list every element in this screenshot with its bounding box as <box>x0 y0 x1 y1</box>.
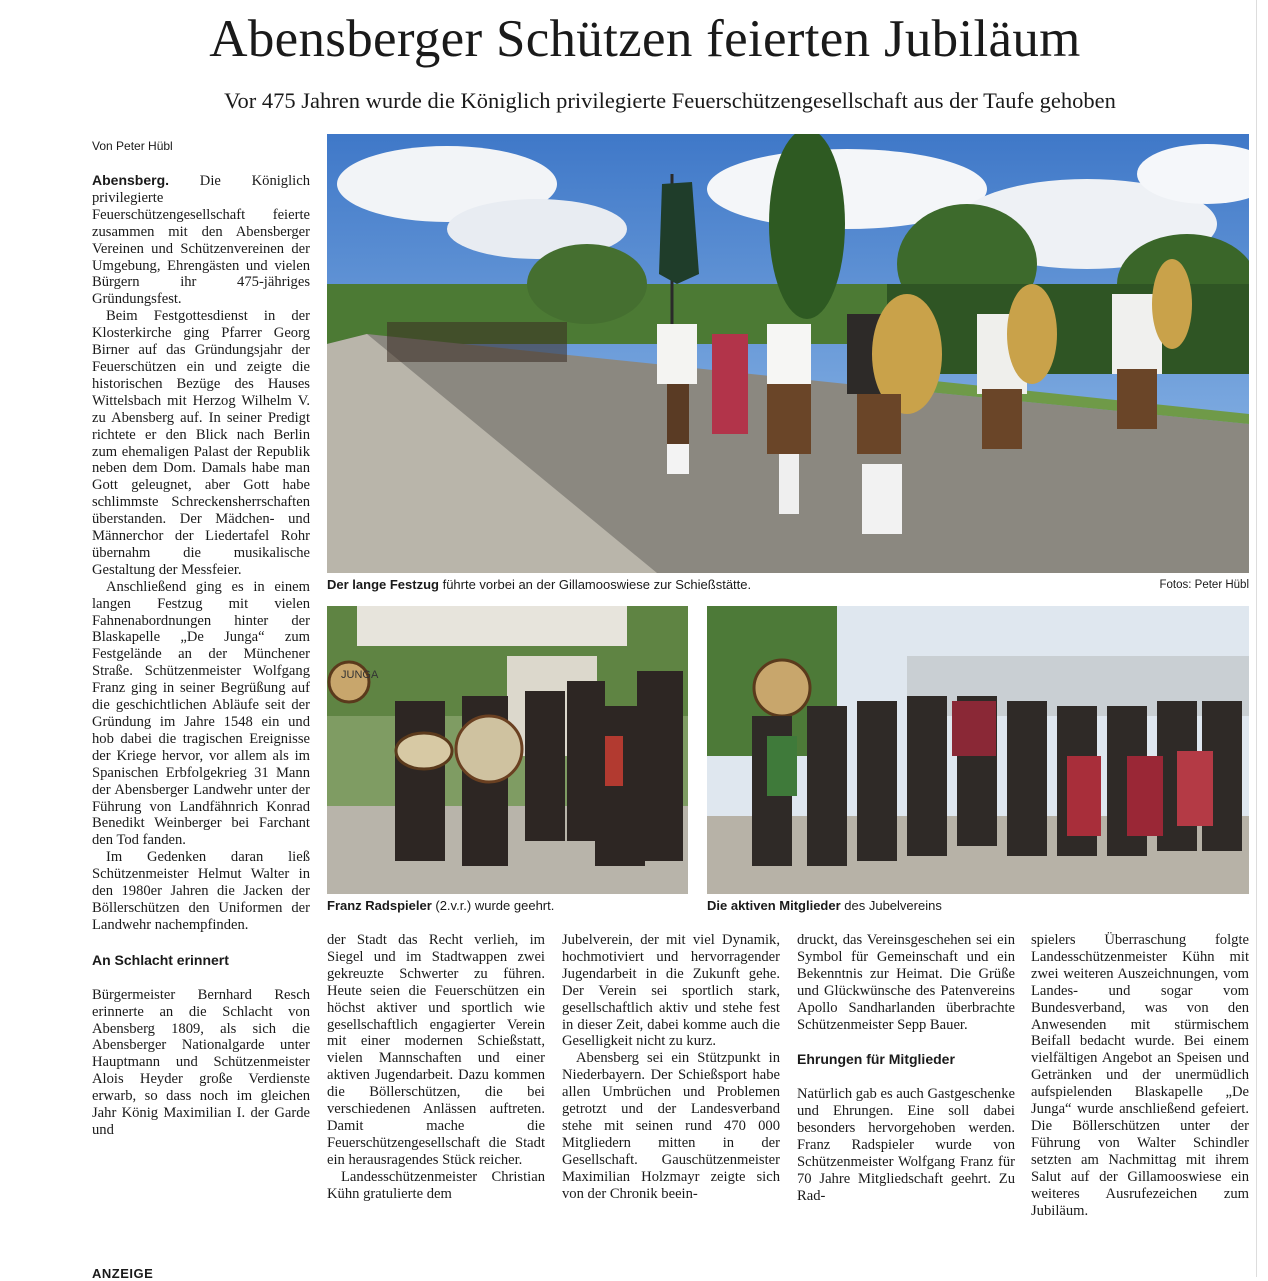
right-caption-text: des Jubelvereins <box>840 898 942 913</box>
honoree-photo-caption <box>327 898 554 914</box>
left-caption-text: (2.v.r.) wurde geehrt. <box>431 898 555 913</box>
right-caption-bold: Die aktiven Mitglieder <box>707 898 841 913</box>
page-edge-divider <box>1256 0 1257 1277</box>
column-3 <box>562 932 780 1203</box>
column-2 <box>327 932 545 1203</box>
column-5 <box>1031 932 1249 1219</box>
dateline: Abensberg. <box>92 172 170 188</box>
members-photo-caption <box>707 898 942 914</box>
column-1 <box>92 172 310 1139</box>
col1-paragraph-1 <box>92 172 310 308</box>
headline: Abensberger Schützen feierten Jubiläum <box>209 10 1081 68</box>
photo-credit: Fotos: Peter Hübl <box>1159 579 1249 591</box>
honoree-photo <box>327 606 688 894</box>
byline: Von Peter Hübl <box>92 139 173 153</box>
col1-paragraph-2: Beim Festgottesdienst in der Klosterkirche ging Pfarrer Georg Birner auf das Gründungsjahr der Feuerschützen ein und zeigte die historischen Bezüge des Hauses Wittelsbach mit Herzog Wilhelm V. zu Abensberg auf. In seiner Predigt richtete er den Blick nach Berlin zum ehemaligen Palast der Republik neben dem Dom. Damals habe man Gott geleugnet, aber Gott habe schlimmste Schreckensherrschaften überstanden. Der Mädchen- und Männerchor der Liedertafel Rohr übernahm die musikalische Gestaltung der Messfeier. <box>92 308 310 578</box>
col3-paragraph-2: Abensberg sei ein Stützpunkt in Niederbayern. Der Schießsport habe allen Umbrüchen und Problemen getrotzt und der Landesverband stehe mit seinen rund 470 000 Mitgliedern mitten in der Gesellschaft. Gauschützenmeister Maximilian Holzmayr zeigte sich von der Chronik beein- <box>562 1050 780 1202</box>
subheadline: Vor 475 Jahren wurde die Königlich privilegierte Feuerschützengesellschaft aus der Taufe gehoben <box>224 88 1116 113</box>
col1-paragraph-5: Bürgermeister Bernhard Resch erinnerte an die Schlacht von Abensberg 1809, als sich die Abensberger Nationalgarde unter Hauptmann und Schützenmeister Alois Heyder große Verdienste erwarb, so dass noch im gleichen Jahr König Maximilian I. der Garde und <box>92 986 310 1138</box>
col5-paragraph-1: spielers Überraschung folgte Landesschützenmeister Kühn mit zwei weiteren Auszeichnungen, vom Landes- und sogar vom Bundesverband, was von den Anwesenden mit stürmischem Beifall bedacht wurde. Bei einem vielfältigen Angebot an Speisen und Getränken und der unermüdlich aufspielenden Blaskapelle „De Junga“ wurde anschließend gefeiert. Die Böllerschützen unter der Führung von Walter Schindler setzten am Nachmittag mit ihrem Salut auf der Gillamooswiese ein weiteres Ausrufezeichen zum Jubiläum. <box>1031 932 1249 1219</box>
col4-paragraph-1: druckt, das Vereinsgeschehen sei ein Symbol für Gemeinschaft und ein Bekenntnis zur Heimat. Die Grüße und Glückwünsche des Patenvereins Apollo Sandharlanden überbrachte Schützenmeister Sepp Bauer. <box>797 932 1015 1033</box>
subheading-schlacht: An Schlacht erinnert <box>92 951 229 968</box>
main-caption-text: führte vorbei an der Gillamooswiese zur Schießstätte. <box>438 577 752 592</box>
column-4 <box>797 932 1015 1205</box>
col1-paragraph-3: Anschließend ging es in einem langen Festzug mit vielen Fahnenabordnungen hinter der Blaskapelle „De Junga“ zum Festgelände an der Münchener Straße. Schützenmeister Wolfgang Franz ging in seiner Begrüßung auf die geschichtlichen Abläufe seit der Gründung im Jahre 1548 ein und hob dabei die tragischen Ereignisse der Kriege hervor, vor allem als im Spanischen Erbfolgekrieg 31 Mann der Abensberger Landwehr unter der Führung von Landfähnrich Konrad Benedikt Weinberger bei Farchant den Tod fanden. <box>92 578 310 849</box>
main-caption-bold: Der lange Festzug <box>327 577 439 592</box>
subheading-ehrungen: Ehrungen für Mitglieder <box>797 1051 955 1068</box>
col4-paragraph-2: Natürlich gab es auch Gastgeschenke und Ehrungen. Eine soll dabei besonders hervorgehoben werden. Franz Radspieler wurde von Schützenmeister Wolfgang Franz für 70 Jahre Mitgliedschaft geehrt. Zu Rad- <box>797 1086 1016 1204</box>
col2-paragraph-1: der Stadt das Recht verlieh, im Siegel und im Stadtwappen zwei gekreuzte Schwerter zu führen. Heute seien die Feuerschützen ein höchst aktiver und sportlich wie gesellschaftlich engagierter Verein mit einer modernen Schießstatt, vielen Mannschaften und einer aktiven Jugendarbeit. Dazu kommen die Böllerschützen, die bei verschiedenen Anlässen auftreten. Damit mache die Feuerschützengesellschaft die Stadt ein herausragendes Stück reicher. <box>327 932 545 1168</box>
members-photo <box>707 606 1249 894</box>
main-photo-caption <box>327 577 751 593</box>
col3-paragraph-1: Jubelverein, der mit viel Dynamik, hochmotiviert und hervorragender Jugendarbeit in die Zukunft gehe. Der Verein sei sportlich stark, gesellschaftlich aktiv und stehe fest in dieser Zeit, dabei komme auch die Geselligkeit nicht zu kurz. <box>562 932 780 1050</box>
col2-paragraph-2: Landesschützenmeister Christian Kühn gratulierte dem <box>327 1168 545 1202</box>
parade-photo <box>327 134 1249 573</box>
left-caption-bold: Franz Radspieler <box>327 898 432 913</box>
col1-p1-text: Die Königlich privilegierte Feuerschützengesellschaft feierte zusammen mit den Abensberger Vereinen und Schützenvereinen der Umgebung, Ehrengästen und vielen Bürgern ihr 475-jähriges Gründungsfest. <box>92 173 310 308</box>
col1-paragraph-4: Im Gedenken daran ließ Schützenmeister Helmut Walter in den 1980er Jahren die Jacken der Böllerschützen den Uniformen der Landwehr nachempfinden. <box>92 849 310 933</box>
ad-label: ANZEIGE <box>92 1266 154 1281</box>
junga-sign-text: JUNGA <box>341 669 379 681</box>
